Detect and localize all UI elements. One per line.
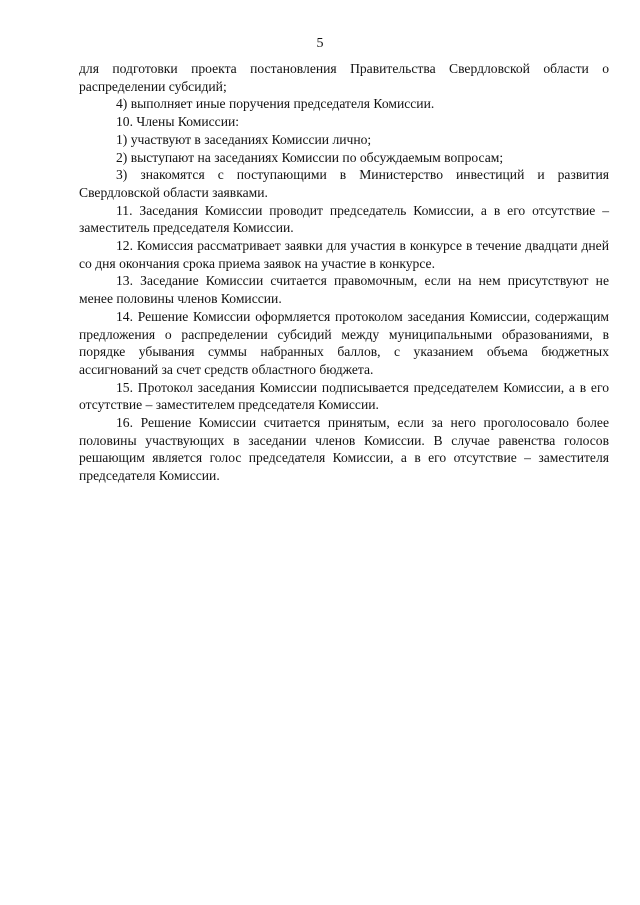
paragraph-8: 12. Комиссия рассматривает заявки для участия в конкурсе в течение двадцати дней со дня окончания срока приема заявок на участие в конкурсе.: [79, 238, 609, 271]
paragraph-3: 10. Члены Комиссии:: [116, 114, 240, 130]
paragraph-4: 1) участвуют в заседаниях Комиссии лично;: [116, 131, 372, 147]
paragraph-6: 3) знакомятся с поступающими в Министерство инвестиций и развития Свердловской области заявками.: [79, 167, 609, 200]
paragraph-11: 15. Протокол заседания Комиссии подписывается председателем Комиссии, а в его отсутствие – заместителем председателя Комиссии.: [79, 379, 609, 413]
paragraph-2: 4) выполняет иные поручения председателя Комиссии.: [116, 96, 435, 112]
paragraph-5: 2) выступают на заседаниях Комиссии по обсуждаемым вопросам;: [116, 149, 504, 165]
paragraph-10: 14. Решение Комиссии оформляется протоколом заседания Комиссии, содержащим предложения о распределении субсидий между муниципальными образованиями, в порядке убывания суммы набранных баллов, с указанием объема бюджетных ассигнований за счет средств областного бюджета.: [79, 308, 609, 377]
page-number: 5: [316, 36, 324, 51]
document-body: [79, 60, 609, 485]
paragraph-7: 11. Заседания Комиссии проводит председатель Комиссии, а в его отсутствие – заместитель председателя Комиссии.: [79, 202, 609, 236]
paragraph-9: 13. Заседание Комиссии считается правомочным, если на нем присутствуют не менее половины членов Комиссии.: [79, 273, 609, 307]
paragraph-12: 16. Решение Комиссии считается принятым, если за него проголосовало более половины участвующих в заседании членов Комиссии. В случае равенства голосов решающим является голос председателя Комиссии, а в его отсутствие – заместителя председателя Комиссии.: [79, 415, 609, 484]
paragraph-1: для подготовки проекта постановления Правительства Свердловской области о распределении субсидий;: [79, 61, 609, 94]
